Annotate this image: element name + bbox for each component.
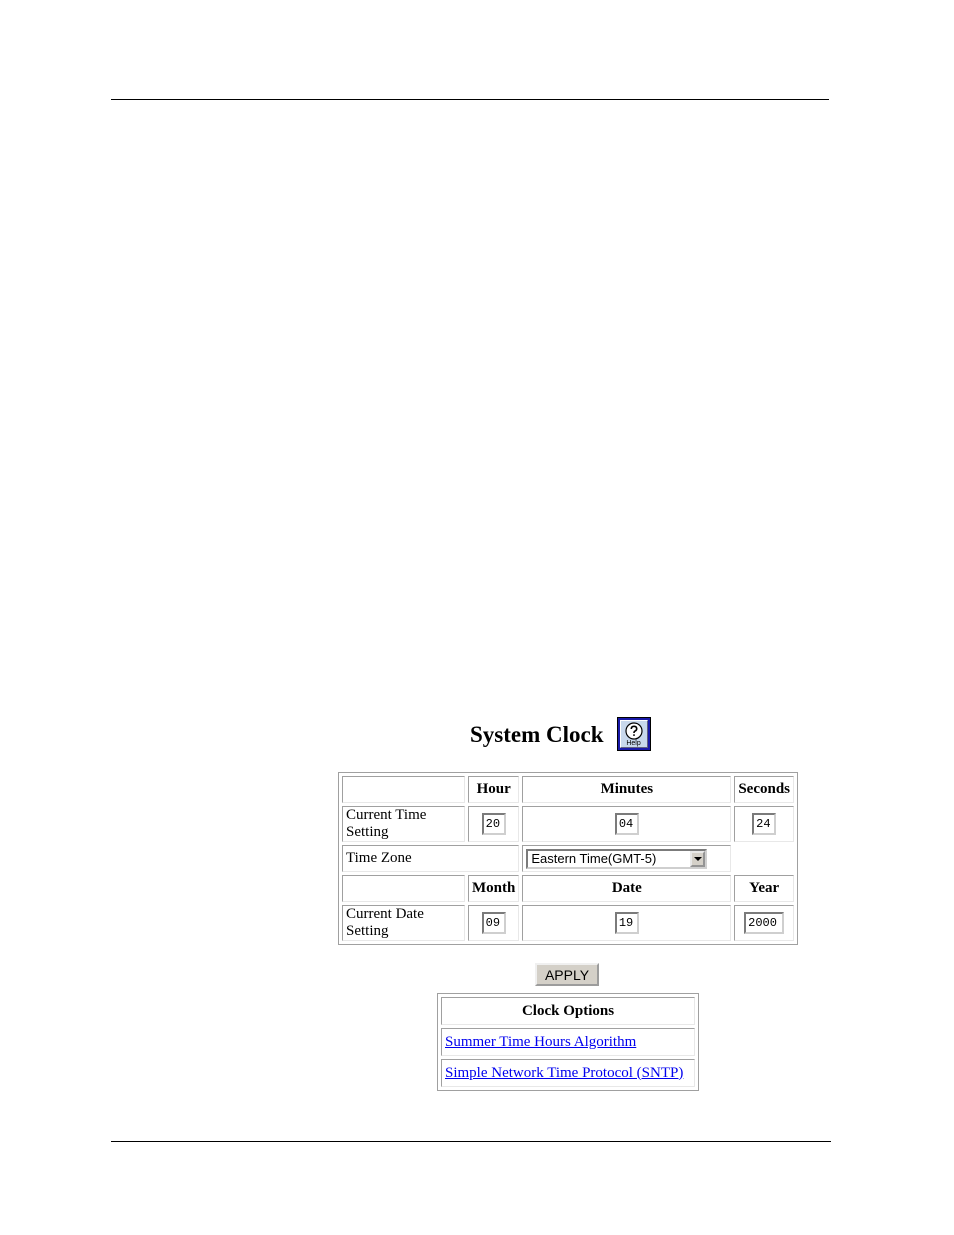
hour-cell xyxy=(468,806,519,842)
date-input[interactable] xyxy=(615,912,639,934)
minutes-header: Minutes xyxy=(522,776,731,803)
clock-options-table xyxy=(437,993,699,1091)
current-date-row xyxy=(342,905,794,941)
year-cell xyxy=(734,905,794,941)
top-divider xyxy=(111,99,829,100)
current-time-label: Current Time Setting xyxy=(342,806,465,842)
summer-time-link[interactable]: Summer Time Hours Algorithm xyxy=(445,1033,637,1050)
minutes-input[interactable] xyxy=(615,813,639,835)
list-item xyxy=(441,1028,695,1056)
help-label: Help xyxy=(626,739,641,747)
time-zone-empty xyxy=(734,845,794,872)
year-header: Year xyxy=(734,875,794,902)
hour-input[interactable] xyxy=(482,813,506,835)
time-zone-cell xyxy=(522,845,731,872)
page-title: System Clock xyxy=(470,721,604,747)
time-zone-selected-value: Eastern Time(GMT-5) xyxy=(531,851,657,866)
list-item xyxy=(441,1059,695,1087)
clock-options-header: Clock Options xyxy=(441,997,695,1025)
time-header-row xyxy=(342,776,794,803)
sntp-link-cell xyxy=(441,1059,695,1087)
help-question-icon xyxy=(620,720,648,748)
bottom-divider xyxy=(111,1141,831,1142)
seconds-cell xyxy=(734,806,794,842)
clock-options-header-row xyxy=(441,997,695,1025)
seconds-header: Seconds xyxy=(734,776,794,803)
help-button[interactable] xyxy=(617,717,651,751)
question-mark-icon xyxy=(625,722,643,740)
summer-time-link-cell xyxy=(441,1028,695,1056)
date-header-blank xyxy=(342,875,465,902)
hour-header: Hour xyxy=(468,776,519,803)
date-header-row xyxy=(342,875,794,902)
time-zone-select[interactable] xyxy=(526,849,707,869)
minutes-cell xyxy=(522,806,731,842)
current-time-row xyxy=(342,806,794,842)
apply-button[interactable]: APPLY xyxy=(535,963,599,986)
system-clock-table xyxy=(338,772,798,945)
date-cell xyxy=(522,905,731,941)
sntp-link[interactable]: Simple Network Time Protocol (SNTP) xyxy=(445,1064,684,1081)
seconds-input[interactable] xyxy=(752,813,776,835)
month-cell xyxy=(468,905,519,941)
month-header: Month xyxy=(468,875,519,902)
dropdown-arrow-icon[interactable] xyxy=(690,851,705,867)
time-zone-row xyxy=(342,845,794,872)
month-input[interactable] xyxy=(482,912,506,934)
year-input[interactable] xyxy=(744,912,784,934)
time-header-blank xyxy=(342,776,465,803)
current-date-label: Current Date Setting xyxy=(342,905,465,941)
title-row xyxy=(470,714,651,754)
date-header: Date xyxy=(522,875,731,902)
time-zone-label: Time Zone xyxy=(342,845,519,872)
